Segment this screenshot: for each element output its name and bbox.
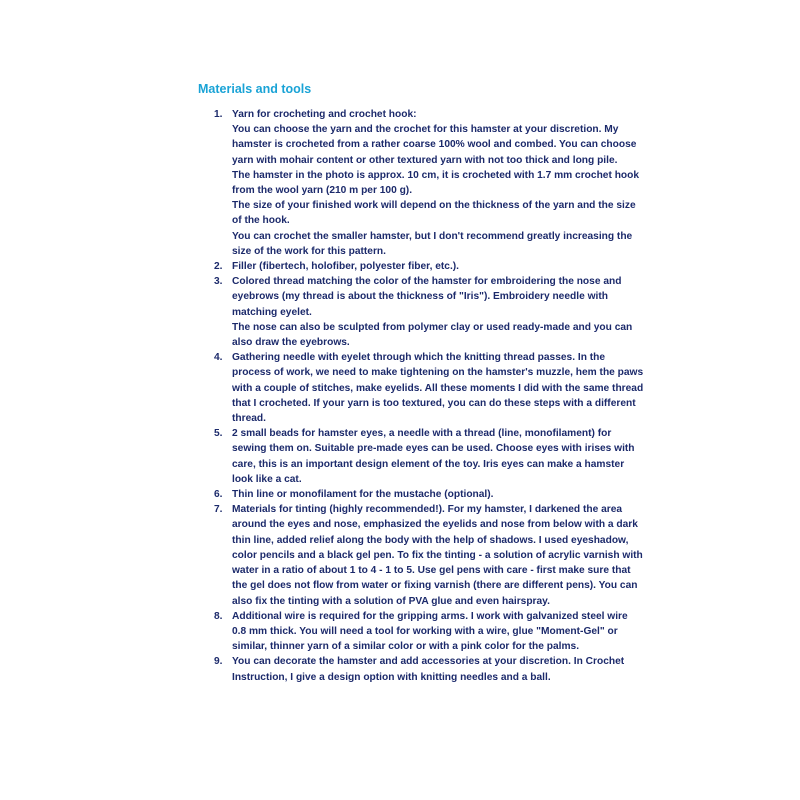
list-item-paragraph: Gathering needle with eyelet through which the knitting thread passes. In the process of work, we need to make tightening on the hamster's muzzle, hem the paws with a couple of stitches, make eyelids. All these moments I did with the same thread that I crocheted. If your yarn is too textured, you can do these steps with a different thread. bbox=[232, 352, 644, 425]
materials-list bbox=[214, 107, 644, 685]
list-item-paragraph: The size of your finished work will depend on the thickness of the yarn and the size of the hook. bbox=[232, 200, 636, 227]
list-item-paragraph: The nose can also be sculpted from polymer clay or used ready-made and you can also draw the eyebrows. bbox=[232, 321, 633, 349]
list-item bbox=[214, 259, 644, 274]
list-item-number: 8. bbox=[214, 610, 223, 622]
list-item bbox=[214, 609, 644, 655]
list-item-paragraph: You can choose the yarn and the crochet for this hamster at your discretion. My hamster is crocheted from a rather coarse 100% wool and combed. You can choose yarn with mohair content or other textured yarn with not too thick and long pile. bbox=[232, 124, 637, 166]
list-item bbox=[214, 274, 644, 350]
section-heading: Materials and tools bbox=[198, 82, 312, 96]
list-item-paragraph: Filler (fibertech, holofiber, polyester fiber, etc.). bbox=[232, 261, 460, 273]
list-item bbox=[214, 487, 644, 502]
list-item bbox=[214, 502, 644, 608]
list-item bbox=[214, 654, 644, 684]
list-item-number: 6. bbox=[214, 489, 223, 501]
list-item bbox=[214, 350, 644, 426]
list-item-number: 1. bbox=[214, 109, 223, 120]
list-item-paragraph: The hamster in the photo is approx. 10 cm, it is crocheted with 1.7 mm crochet hook from the wool yarn (210 m per 100 g). bbox=[232, 169, 640, 197]
list-item-paragraph: Colored thread matching the color of the hamster for embroidering the nose and eyebrows (my thread is about the thickness of "Iris"). Embroidery needle with matching eyelet. bbox=[232, 276, 622, 318]
list-item-paragraph: You can decorate the hamster and add accessories at your discretion. In Crochet Instruction, I give a design option with knitting needles and a ball. bbox=[232, 656, 625, 683]
list-item bbox=[214, 107, 644, 259]
list-item-number: 3. bbox=[214, 276, 223, 288]
list-item-number: 2. bbox=[214, 261, 223, 273]
list-item-paragraph: Materials for tinting (highly recommended!). For my hamster, I darkened the area around the eyes and nose, emphasized the eyelids and nose from below with a dark thin line, added relief along the body with the help of shadows. I used eyeshadow, color pencils and a black gel pen. To fix the tinting - a solution of acrylic varnish with water in a ratio of about 1 to 4 - 1 to 5. Use gel pens with care - first make sure that the gel does not flow from water or fixing varnish (there are different pens). You can also fix the tinting with a solution of PVA glue and even hairspray. bbox=[232, 504, 643, 607]
list-item-number: 9. bbox=[214, 656, 223, 668]
list-item-number: 5. bbox=[214, 428, 223, 440]
list-item-paragraph: Additional wire is required for the gripping arms. I work with galvanized steel wire 0.8 mm thick. You will need a tool for working with a wire, glue "Moment-Gel" or similar, thinner yarn of a similar color or with a pink color for the palms. bbox=[232, 610, 628, 653]
list-item-paragraph: Yarn for crocheting and crochet hook: bbox=[232, 109, 417, 120]
list-item-paragraph: Thin line or monofilament for the mustache (optional). bbox=[232, 489, 494, 501]
list-item-paragraph: You can crochet the smaller hamster, but I don't recommend greatly increasing the size of the work for this pattern. bbox=[232, 230, 633, 257]
list-item-number: 7. bbox=[214, 504, 223, 516]
list-item-number: 4. bbox=[214, 352, 223, 364]
list-item-paragraph: 2 small beads for hamster eyes, a needle with a thread (line, monofilament) for sewing them on. Suitable pre-made eyes can be used. Choose eyes with irises with care, this is an important design element of the toy. Iris eyes can make a hamster look like a cat. bbox=[232, 428, 635, 485]
list-item bbox=[214, 426, 644, 487]
